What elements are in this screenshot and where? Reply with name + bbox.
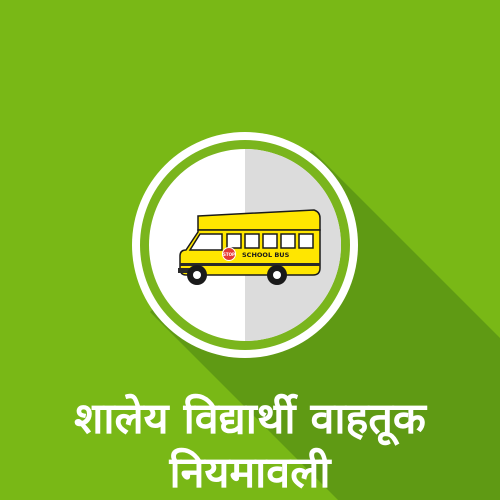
bus-side-label: SCHOOL BUS (242, 251, 290, 259)
app-title (0, 392, 500, 500)
stop-sign-label: STOP (223, 252, 235, 257)
app-title-line-2: नियमावली (169, 448, 331, 498)
app-title-line-1: शालेय विद्यार्थी वाहतूक (74, 394, 426, 444)
school-bus-icon (178, 210, 320, 285)
